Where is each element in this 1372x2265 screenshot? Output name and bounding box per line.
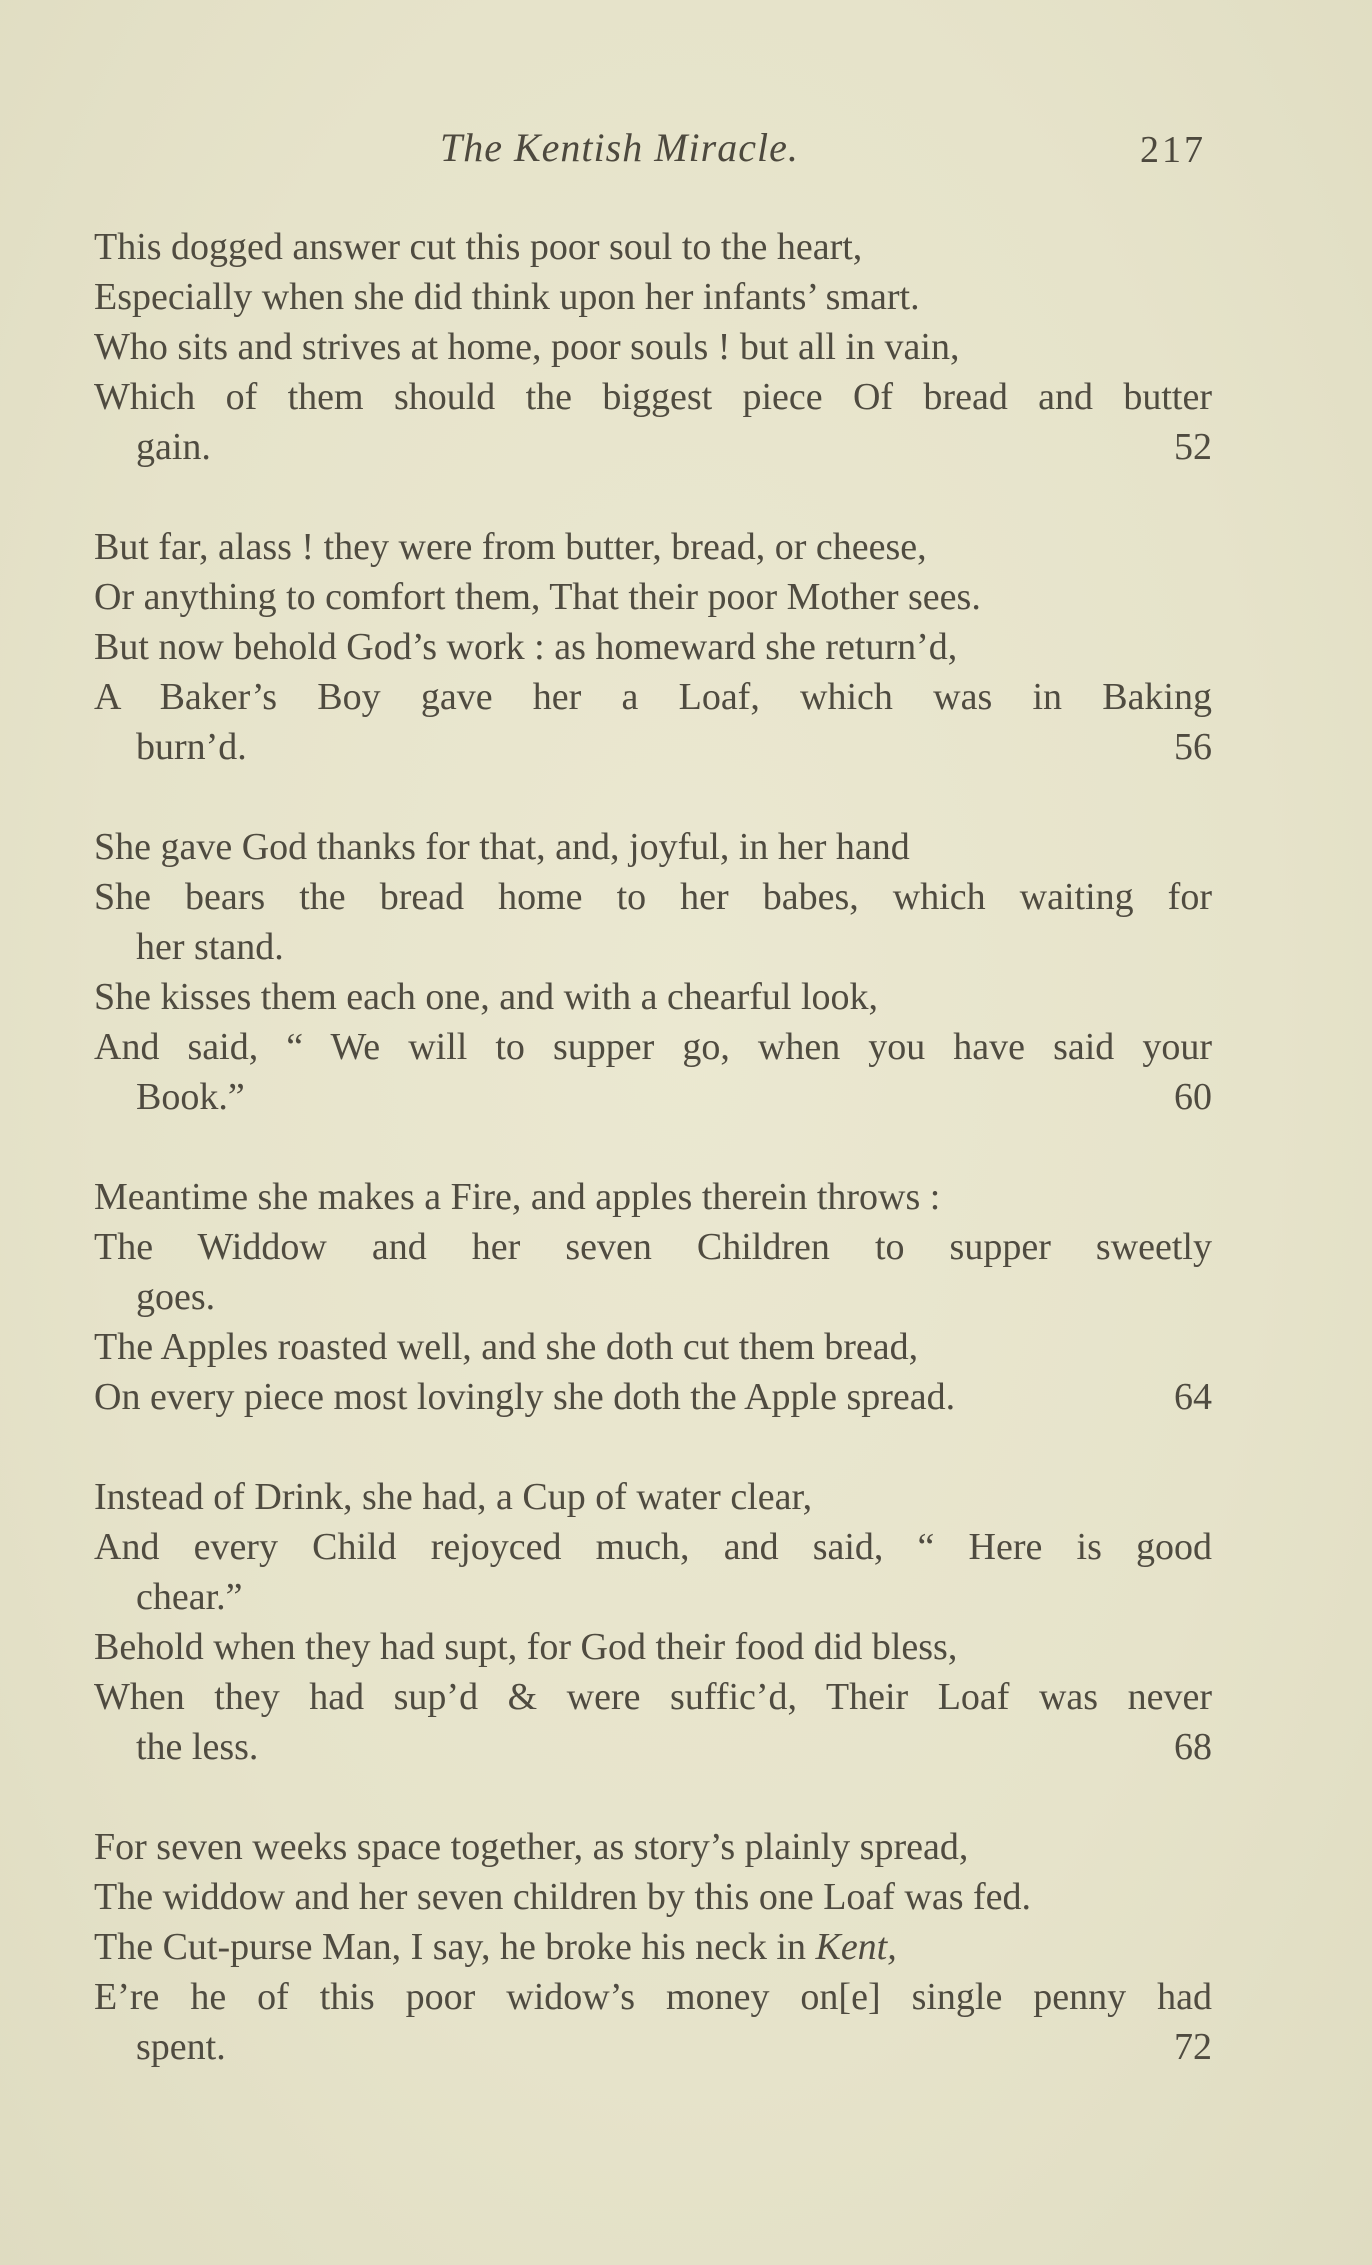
verse-line: She gave God thanks for that, and, joyful, in her hand xyxy=(94,826,910,868)
poem xyxy=(94,222,1212,2122)
verse-line-continuation xyxy=(94,722,1212,772)
verse-line: The Apples roasted well, and she doth cut them bread, xyxy=(94,1326,919,1368)
verse-line-continuation xyxy=(94,422,1212,472)
line-number: 68 xyxy=(1174,1726,1212,1768)
stanza xyxy=(94,1822,1212,2072)
verse-line: Meantime she makes a Fire, and apples therein throws : xyxy=(94,1176,941,1218)
place-name-kent: Kent, xyxy=(815,1926,897,1968)
verse-text: The Cut-purse Man, I say, he broke his neck in xyxy=(94,1926,816,1968)
verse-text: On every piece most lovingly she doth the Apple spread. xyxy=(94,1376,956,1418)
line-number: 52 xyxy=(1174,426,1212,468)
verse-line: But far, alass ! they were from butter, bread, or cheese, xyxy=(94,526,927,568)
verse-line: E’re he of this poor widow’s money on[e] single penny had xyxy=(94,1976,1212,2018)
verse-line: Who sits and strives at home, poor souls ! but all in vain, xyxy=(94,326,960,368)
stanza xyxy=(94,1472,1212,1772)
verse-line: A Baker’s Boy gave her a Loaf, which was in Baking xyxy=(94,676,1212,718)
verse-text: burn’d. xyxy=(136,726,247,768)
verse-line: And said, “ We will to supper go, when you have said your xyxy=(94,1026,1212,1068)
stanza xyxy=(94,822,1212,1122)
verse-line-continuation xyxy=(94,2022,1212,2072)
running-title: The Kentish Miracle. xyxy=(440,125,799,170)
verse-line: Instead of Drink, she had, a Cup of water clear, xyxy=(94,1476,813,1518)
verse-line-continuation: goes. xyxy=(136,1276,216,1318)
verse-line xyxy=(94,1372,1212,1422)
stanza xyxy=(94,522,1212,772)
verse-line-continuation xyxy=(94,1722,1212,1772)
verse-text: Book.” xyxy=(136,1076,245,1118)
page-number: 217 xyxy=(1140,129,1206,171)
verse-line: When they had sup’d & were suffic’d, Their Loaf was never xyxy=(94,1676,1212,1718)
verse-line xyxy=(94,1922,1212,1972)
verse-line: This dogged answer cut this poor soul to the heart, xyxy=(94,226,863,268)
verse-line: For seven weeks space together, as story’s plainly spread, xyxy=(94,1826,969,1868)
verse-line: And every Child rejoyced much, and said, “ Here is good xyxy=(94,1526,1212,1568)
verse-line-continuation: her stand. xyxy=(136,926,284,968)
verse-line: She kisses them each one, and with a chearful look, xyxy=(94,976,879,1018)
verse-line: The Widdow and her seven Children to supper sweetly xyxy=(94,1226,1212,1268)
line-number: 60 xyxy=(1174,1076,1212,1118)
verse-line: Behold when they had supt, for God their food did bless, xyxy=(94,1626,958,1668)
running-head xyxy=(0,124,1372,184)
verse-text: spent. xyxy=(136,2026,226,2068)
verse-line: Or anything to comfort them, That their poor Mother sees. xyxy=(94,576,981,618)
verse-line: Which of them should the biggest piece Of bread and butter xyxy=(94,376,1212,418)
line-number: 64 xyxy=(1174,1376,1212,1418)
verse-line: The widdow and her seven children by this one Loaf was fed. xyxy=(94,1876,1032,1918)
verse-line-continuation: chear.” xyxy=(136,1576,243,1618)
line-number: 56 xyxy=(1174,726,1212,768)
line-number: 72 xyxy=(1174,2026,1212,2068)
stanza xyxy=(94,222,1212,472)
verse-line: But now behold God’s work : as homeward she return’d, xyxy=(94,626,958,668)
verse-line: Especially when she did think upon her infants’ smart. xyxy=(94,276,920,318)
verse-line-continuation xyxy=(94,1072,1212,1122)
verse-line: She bears the bread home to her babes, which waiting for xyxy=(94,876,1212,918)
stanza xyxy=(94,1172,1212,1422)
verse-text: gain. xyxy=(136,426,211,468)
verse-text: the less. xyxy=(136,1726,259,1768)
